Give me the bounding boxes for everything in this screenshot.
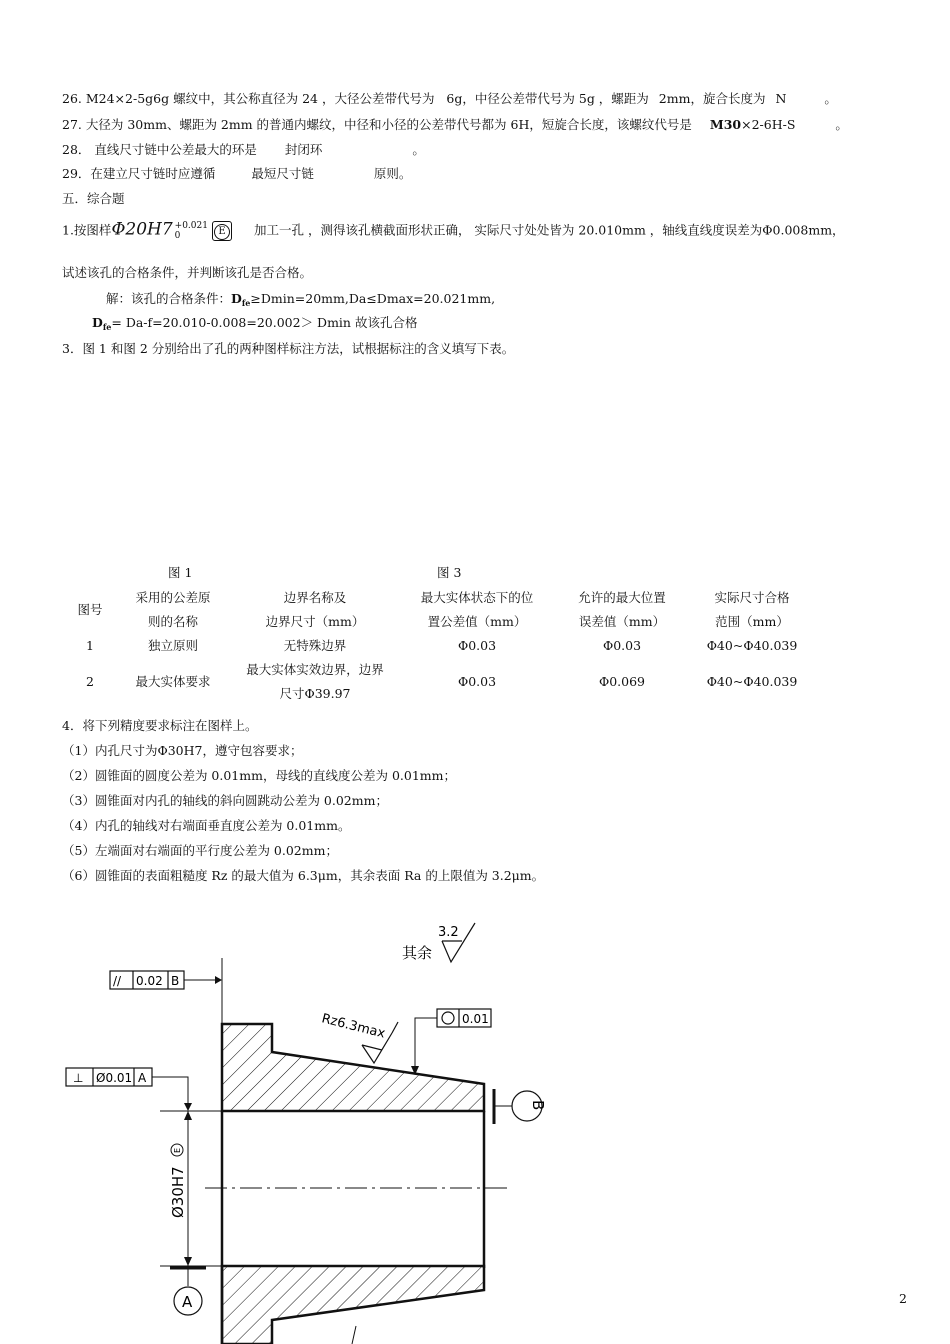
p1-lower-deviation: 0 <box>174 231 181 241</box>
roughness-other-symbol <box>402 923 475 962</box>
sol1-prefix: 解：该孔的合格条件： <box>106 291 232 306</box>
perp-value: Ø0.01 <box>96 1071 133 1085</box>
datum-b-symbol <box>494 1089 547 1124</box>
requirement-line: （3）圆锥面对内孔的轴线的斜向圆跳动公差为 0.02mm； <box>62 793 388 808</box>
parallel-icon: // <box>113 974 122 988</box>
p1-prefix: 1.按图样 <box>62 222 112 238</box>
bore-dimension-label: Ø30H7 <box>169 1166 187 1218</box>
header-text: 范围（mm） <box>715 614 789 629</box>
datum-a-symbol <box>170 1268 206 1315</box>
q27-text: 27. 大径为 30mm、螺距为 2mm 的普通内螺纹，中径和小径的公差带代号都为 6H，短旋合长度，该螺纹代号是 <box>62 117 696 132</box>
table-cell: Φ0.03 <box>457 674 497 689</box>
requirement-line: （6）圆锥面的表面粗糙度 Rz 的最大值为 6.3μm，其余表面 Ra 的上限值为 3.2μm。 <box>62 868 545 883</box>
cell-text: 最大实体实效边界，边界 <box>246 662 384 677</box>
lower-wall-section <box>222 1266 484 1344</box>
problem-3-text: 3．图 1 和图 2 分别给出了孔的两种图样标注方法，试根据标注的含义填写下表。 <box>62 341 515 356</box>
q29-answer: 最短尺寸链 <box>251 166 314 181</box>
problem-1-line-2: 试述该孔的合格条件，并判断该孔是否合格。 <box>62 265 313 280</box>
q26-answer-2: 2mm <box>658 91 691 106</box>
cone-roughness-symbol <box>320 1011 398 1063</box>
header-text: 采用的公差原 <box>135 590 211 605</box>
envelope-symbol: E <box>214 224 230 240</box>
q28-answer: 封闭环 <box>284 142 323 157</box>
figure-3-caption: 图 3 <box>437 565 462 580</box>
envelope-e-icon: E <box>173 1147 182 1153</box>
perpendicularity-frame <box>66 1068 192 1111</box>
p1-text: 加工一孔 ，测得该孔横截面形状正确， 实际尺寸处处皆为 20.010mm ，轴线直线度误差为Φ0.008mm， <box>253 222 845 238</box>
sol1-subscript: fe <box>241 298 251 308</box>
problem-4-title: 4．将下列精度要求标注在图样上。 <box>62 718 258 733</box>
q28-text: 28． 直线尺寸链中公差最大的环是 <box>62 142 261 157</box>
sol1-symbol: D <box>231 291 242 306</box>
sol2-rest: = Da-f=20.010-0.008=20.002＞ Dmin 故该孔合格 <box>111 315 418 330</box>
parallelism-frame <box>110 958 222 1024</box>
p1-dimension: Φ20H7 <box>111 219 173 240</box>
parallel-datum: B <box>171 974 180 988</box>
header-text: 误差值（mm） <box>578 614 666 629</box>
q26-answer-3: N <box>775 91 787 106</box>
table-cell: Φ0.03 <box>602 638 642 653</box>
table-cell: Φ40~Φ40.039 <box>706 638 798 653</box>
page-number: 2 <box>899 1291 907 1306</box>
upper-wall-section <box>222 1024 484 1111</box>
q26-end: 。 <box>824 91 837 106</box>
requirement-line: （4）内孔的轴线对右端面垂直度公差为 0.01mm。 <box>62 818 351 833</box>
header-text: 最大实体状态下的位 <box>420 590 534 605</box>
sol2-symbol: D <box>92 315 103 330</box>
p1-upper-deviation: +0.021 <box>174 221 208 231</box>
table-cell: Φ0.069 <box>598 674 646 689</box>
requirement-line: （1）内孔尺寸为Φ30H7，遵守包容要求； <box>62 743 303 758</box>
q27-answer-bold: M30 <box>709 117 742 132</box>
q26-mid-1: ，中径公差带代号为 5g ，螺距为 <box>462 91 653 106</box>
cell-text: 尺寸Φ39.97 <box>279 686 351 701</box>
table-cell: Φ40~Φ40.039 <box>706 674 798 689</box>
roundness-frame <box>411 1009 491 1075</box>
perp-datum: A <box>138 1071 147 1085</box>
lower-leader-line <box>352 1326 356 1344</box>
header-text: 实际尺寸合格 <box>714 590 790 605</box>
header-text: 边界尺寸（mm） <box>265 614 365 629</box>
q26-text: 26. M24×2-5g6g 螺纹中，其公称直径为 24 ，大径公差带代号为 <box>62 91 439 106</box>
q28-end: 。 <box>412 142 425 157</box>
q29-end: 原则。 <box>373 166 412 181</box>
table-cell: 无特殊边界 <box>283 638 347 653</box>
q29-text: 29．在建立尺寸链时应遵循 <box>62 166 220 181</box>
table-cell: 1 <box>86 638 94 653</box>
q27-answer-rest: ×2-6H-S <box>741 117 796 132</box>
perpendicular-icon: ⊥ <box>73 1071 84 1085</box>
table-cell: Φ0.03 <box>457 638 497 653</box>
header-text: 则的名称 <box>147 614 198 629</box>
roughness-value: 3.2 <box>438 925 459 940</box>
q26-mid-2: ，旋合长度为 <box>690 91 770 106</box>
table-cell: 最大实体要求 <box>135 674 211 689</box>
requirement-line: （2）圆锥面的圆度公差为 0.01mm，母线的直线度公差为 0.01mm； <box>62 768 456 783</box>
requirement-line: （5）左端面对右端面的平行度公差为 0.02mm； <box>62 843 338 858</box>
table-cell: 独立原则 <box>147 638 198 653</box>
table-cell: 2 <box>86 674 94 689</box>
datum-a-label: A <box>182 1293 193 1311</box>
header-text: 边界名称及 <box>283 590 347 605</box>
header-text: 图号 <box>77 602 103 617</box>
sol2-subscript: fe <box>102 322 112 332</box>
section-heading: 五．综合题 <box>62 191 125 206</box>
datum-b-label: B <box>529 1100 547 1111</box>
q27-end: 。 <box>835 117 848 132</box>
parallel-value: 0.02 <box>136 974 163 988</box>
rz-label: Rz6.3max <box>320 1011 387 1042</box>
roughness-other-label: 其余 <box>402 944 433 962</box>
sol1-rest: ≥Dmin=20mm,Da≤Dmax=20.021mm, <box>250 291 496 306</box>
header-text: 允许的最大位置 <box>578 590 666 605</box>
figure-1-caption: 图 1 <box>168 565 193 580</box>
q26-answer-1: 6g <box>446 91 463 106</box>
header-text: 置公差值（mm） <box>427 614 527 629</box>
roundness-value: 0.01 <box>462 1012 489 1026</box>
